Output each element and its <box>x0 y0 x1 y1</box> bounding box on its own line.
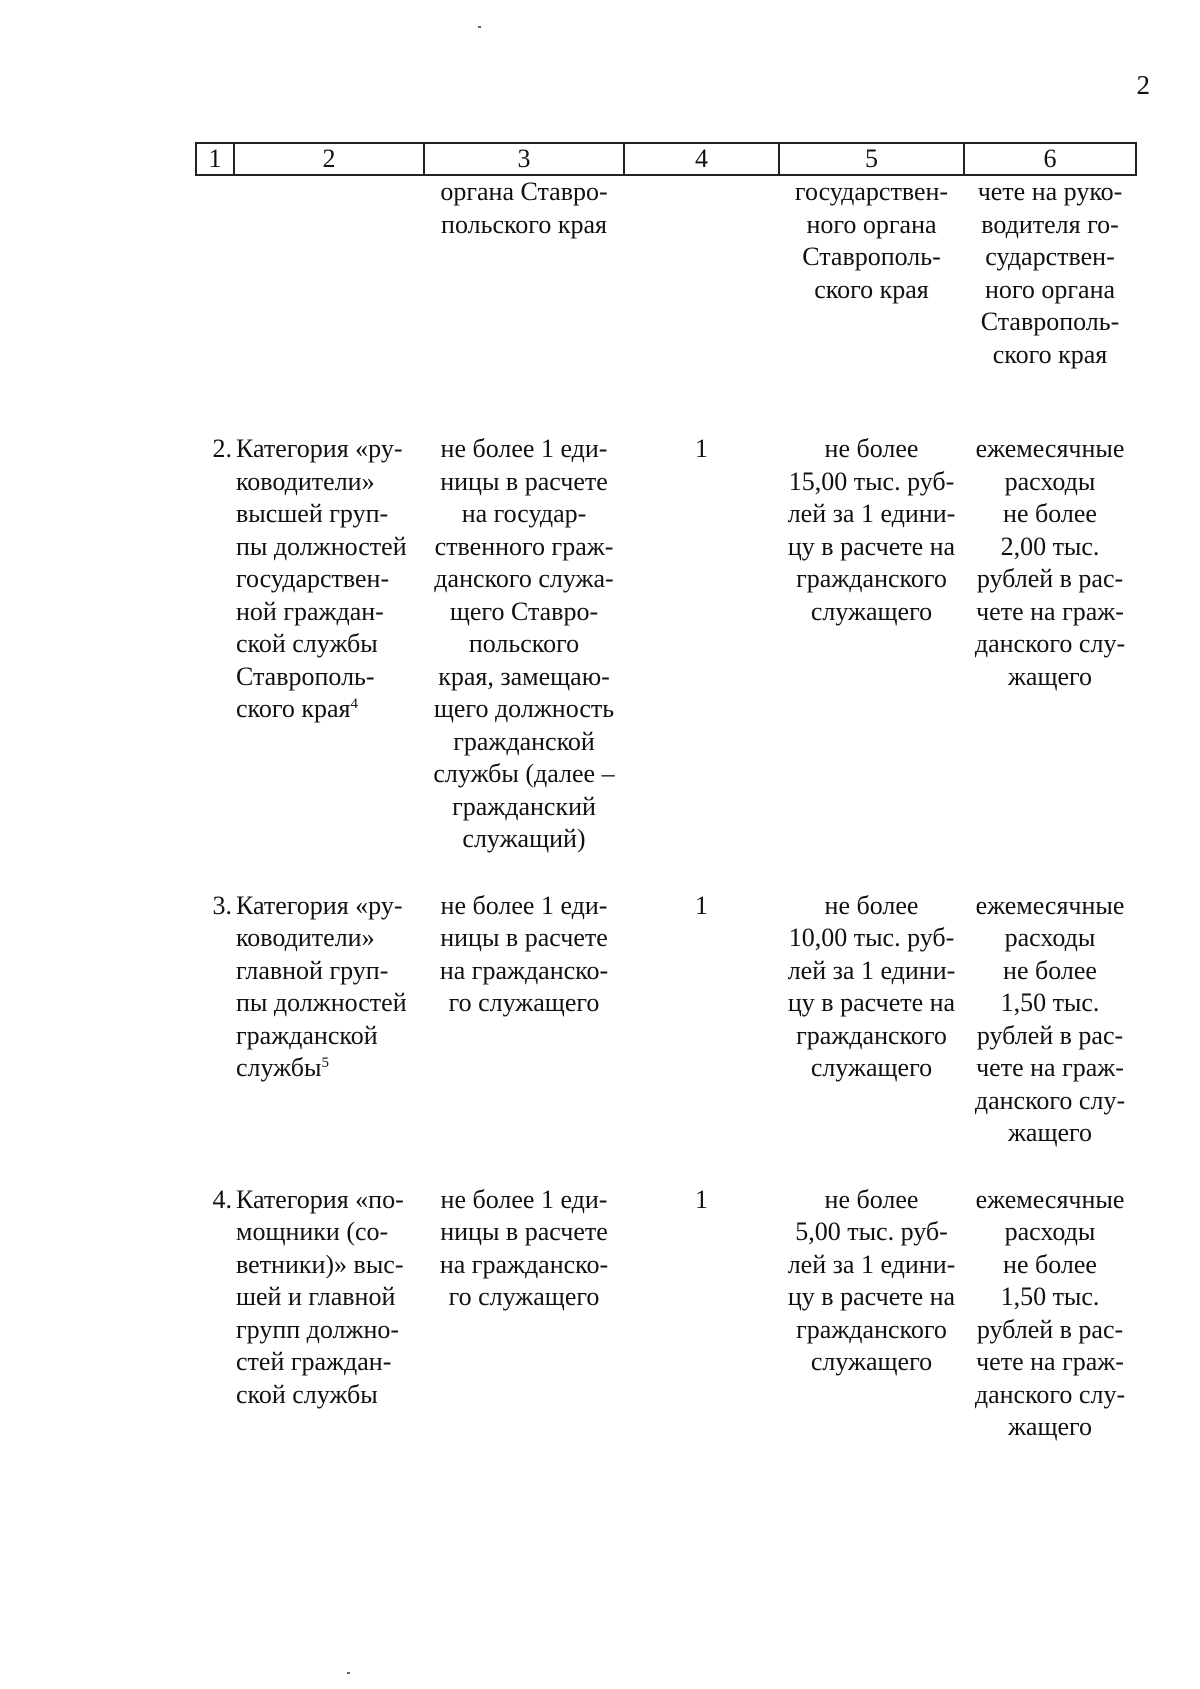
column-number-6: 6 <box>964 143 1136 175</box>
row-number: 3. <box>212 890 232 920</box>
unit-norm: не более 1 еди- ницы в расчете на гражданско- го служащего <box>439 1184 609 1311</box>
column-number-2: 2 <box>234 143 424 175</box>
row-number: 2. <box>212 434 232 463</box>
quantity: 1 <box>695 434 708 463</box>
table-header <box>196 143 1136 175</box>
monthly-expenses: ежемесячные расходы не более 1,50 тыс. рублей в рас- чете на граж- данского слу- жащего <box>974 890 1126 1147</box>
continuation-row <box>196 175 1136 371</box>
column-number-5: 5 <box>779 143 964 175</box>
position-category-text: Категория «по- мощники (со- ветники)» выс- шей и главной групп должно- стей граждан- ской службы <box>236 1184 404 1409</box>
footnote-mark: 5 <box>321 1055 329 1071</box>
price-limit: не более 10,00 тыс. руб- лей за 1 едини- цу в расчете на гражданского служащего <box>787 890 956 1082</box>
row-number: 4. <box>212 1184 232 1214</box>
quantity: 1 <box>695 1184 708 1214</box>
position-category-text: Категория «ру- ководители» высшей груп- пы должностей государствен- ной граждан- ской службы Ставрополь- ского края <box>236 434 407 723</box>
position-category-text: Категория «ру- ководители» главной груп- пы должностей гражданской службы <box>236 890 407 1082</box>
footnote-mark: 4 <box>350 696 358 712</box>
table-body <box>196 175 1136 1444</box>
monthly-expenses: ежемесячные расходы не более 1,50 тыс. рублей в рас- чете на граж- данского слу- жащего <box>974 1184 1126 1441</box>
unit-norm: не более 1 еди- ницы в расчете на гражданско- го служащего <box>439 890 609 1017</box>
scan-speck <box>478 26 481 28</box>
monthly-expenses: ежемесячные расходы не более 2,00 тыс. рублей в рас- чете на граж- данского слу- жащего <box>974 434 1126 691</box>
quantity: 1 <box>695 890 708 920</box>
continuation-norm: органа Ставро- польского края <box>440 177 608 239</box>
allowance-table <box>195 142 1137 1444</box>
table-row <box>196 890 1136 1150</box>
column-number-3: 3 <box>424 143 624 175</box>
column-number-1: 1 <box>196 143 234 175</box>
price-limit: не более 5,00 тыс. руб- лей за 1 едини- цу в расчете на гражданского служащего <box>787 1184 956 1376</box>
table-row <box>196 433 1136 856</box>
position-category <box>234 1184 424 1444</box>
scan-speck <box>347 1672 350 1674</box>
column-number-4: 4 <box>624 143 779 175</box>
page-number: 2 <box>1136 70 1150 100</box>
continuation-expenses: чете на руко- водителя го- сударствен- ного органа Ставрополь- ского края <box>977 177 1123 369</box>
price-limit: не более 15,00 тыс. руб- лей за 1 едини- цу в расчете на гражданского служащего <box>787 434 956 626</box>
position-category <box>234 433 424 856</box>
continuation-price: государствен- ного органа Ставрополь- ского края <box>794 177 949 304</box>
table-row <box>196 1184 1136 1444</box>
position-category <box>234 890 424 1150</box>
unit-norm: не более 1 еди- ницы в расчете на государ- ственного граж- данского служа- щего Ставро- польского края, замещаю- щего должность гражданской службы (далее – гражданский служащий) <box>433 434 615 853</box>
